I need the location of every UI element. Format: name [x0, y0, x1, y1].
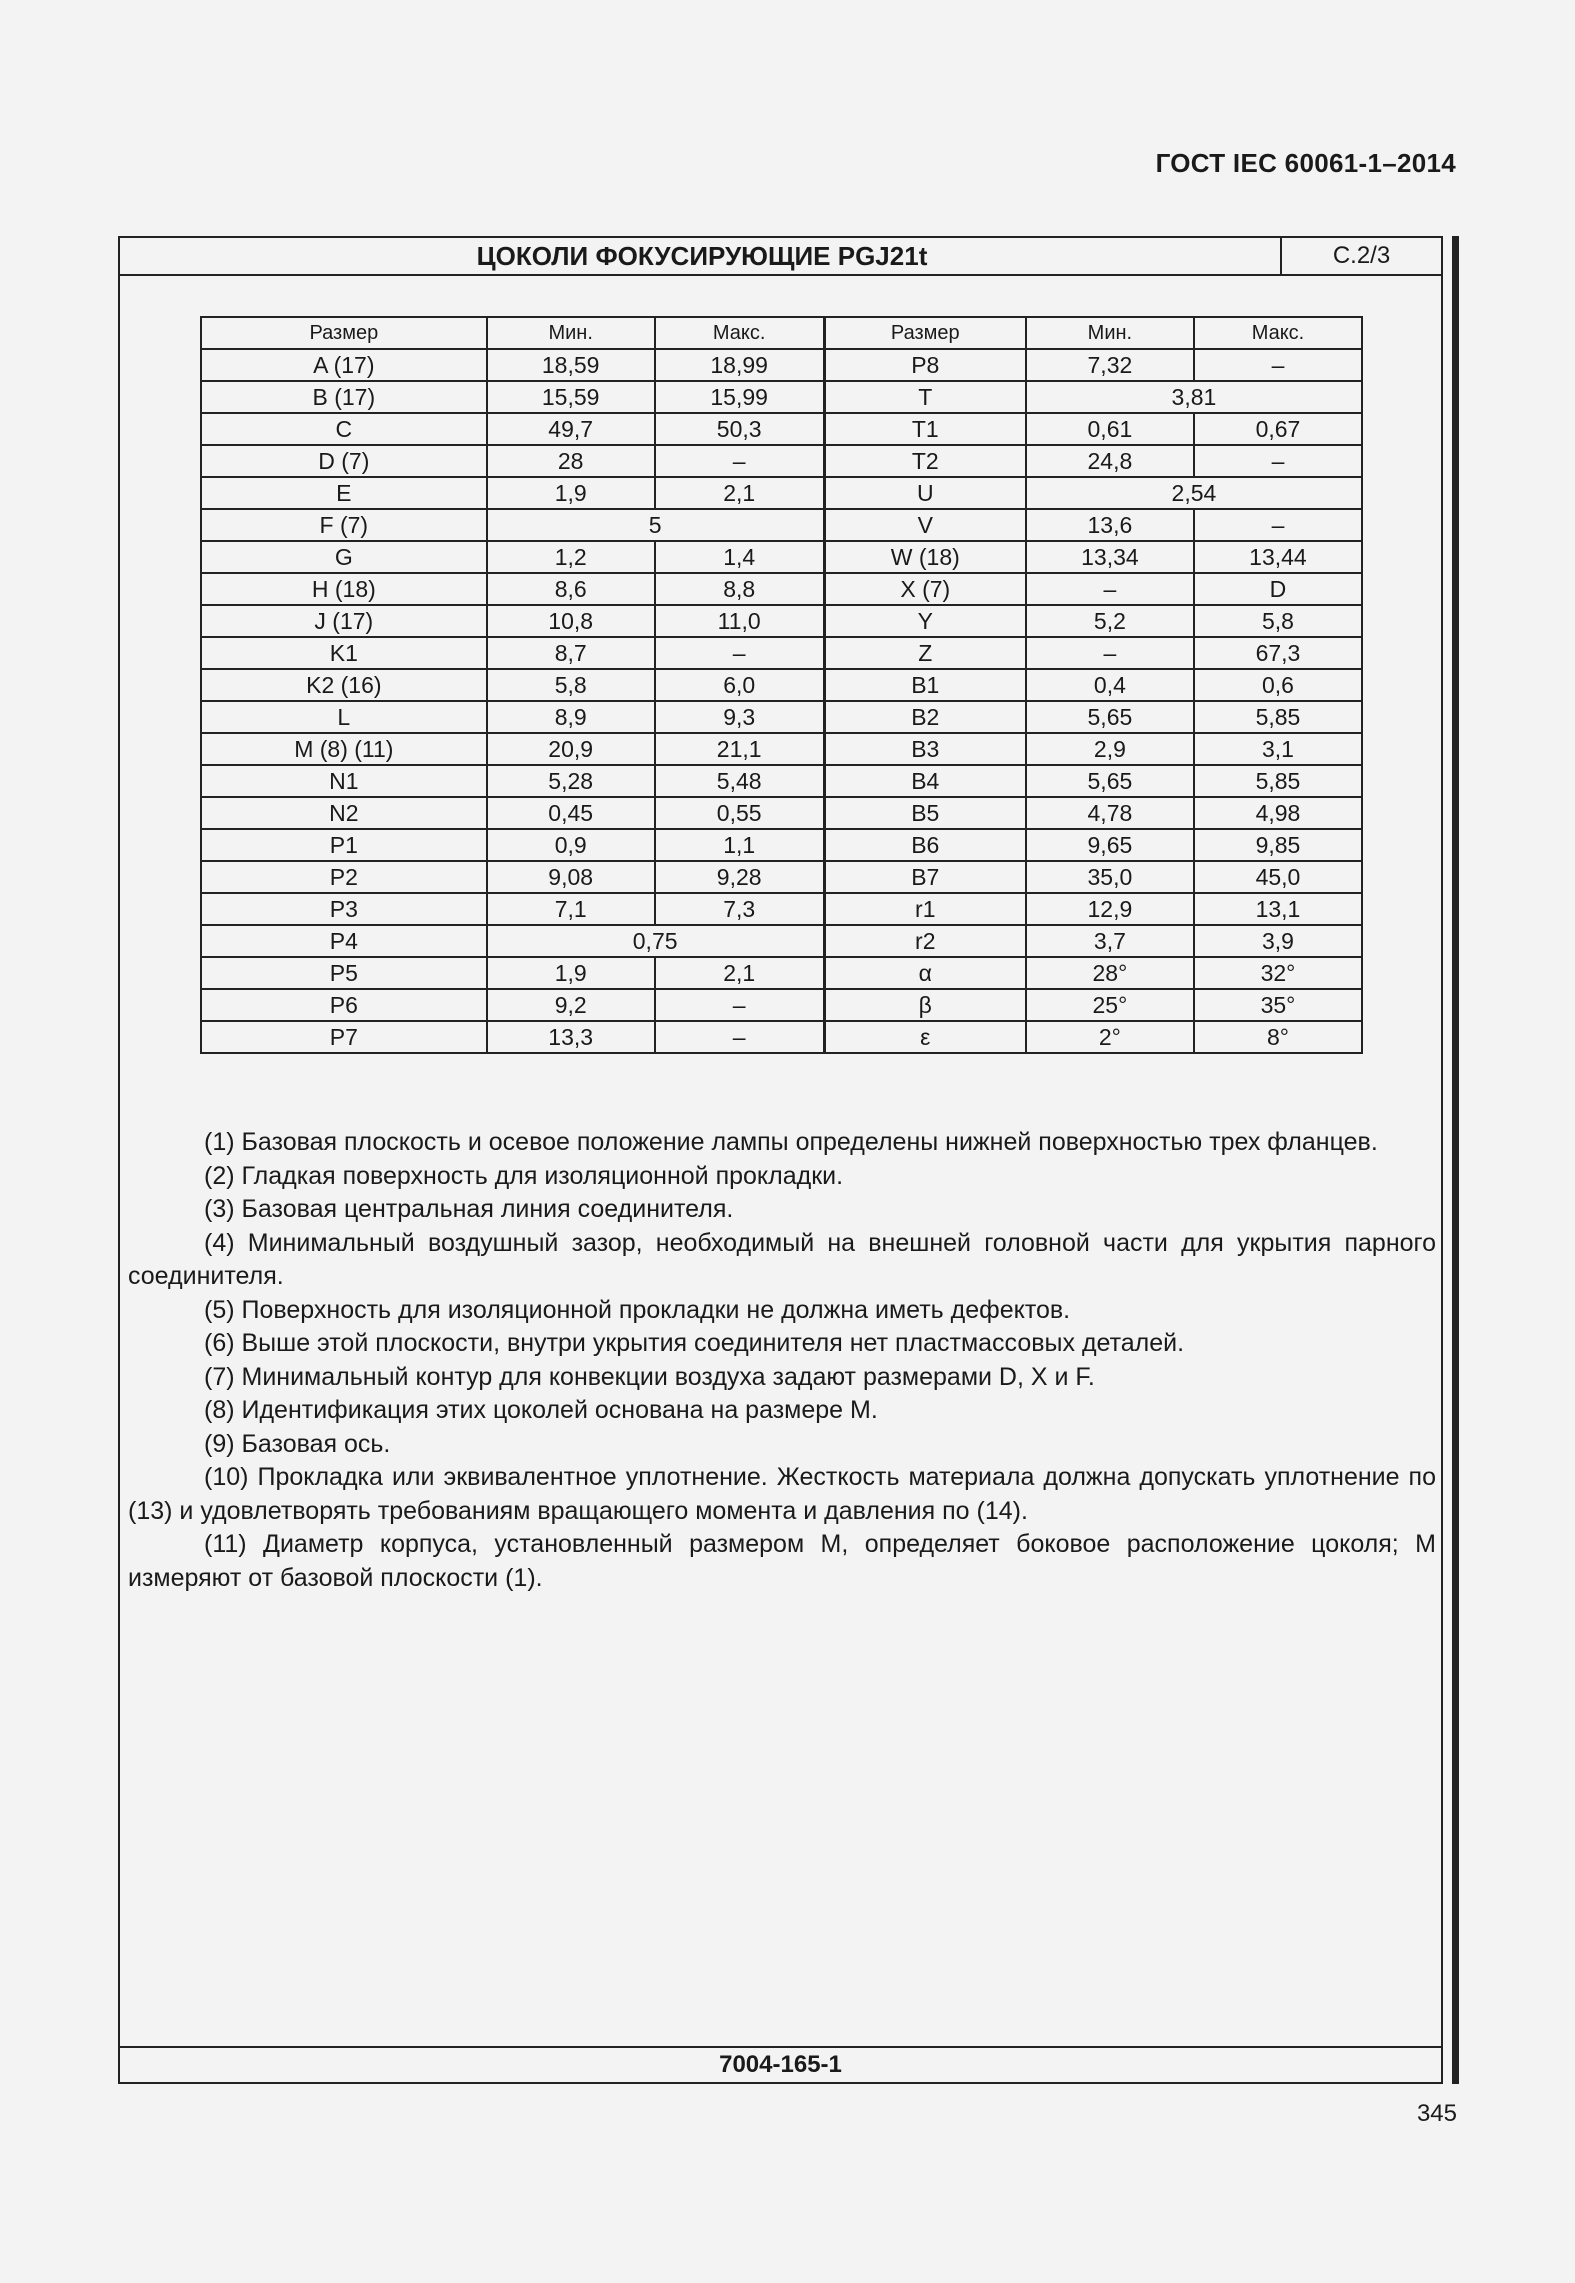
- page-number: 345: [1416, 2100, 1457, 2127]
- table-row: [201, 605, 1362, 637]
- table-cell: 50,3: [655, 413, 824, 445]
- table-cell: 20,9: [487, 733, 655, 765]
- note-item: (7) Минимальный контур для конвекции воздуха задают размерами D, X и F.: [204, 1362, 1095, 1391]
- table-cell: G: [201, 541, 487, 573]
- table-cell: 5,28: [487, 765, 655, 797]
- note-item: (8) Идентификация этих цоколей основана на размере М.: [204, 1396, 878, 1424]
- table-cell: r1: [824, 893, 1026, 925]
- table-row: [201, 765, 1362, 797]
- table-row: [201, 893, 1362, 925]
- table-cell: 8,7: [487, 637, 655, 669]
- drawing-frame: [118, 236, 1443, 2084]
- table-cell: 18,99: [655, 349, 824, 381]
- table-cell: 7,32: [1026, 349, 1194, 381]
- table-cell: r2: [824, 925, 1026, 957]
- table-cell: 5,65: [1026, 765, 1194, 797]
- table-cell: B1: [824, 669, 1026, 701]
- table-cell: K1: [201, 637, 487, 669]
- table-cell: T2: [824, 445, 1026, 477]
- dimensions-table: [200, 316, 1363, 1054]
- table-row: [201, 541, 1362, 573]
- table-cell: 3,9: [1194, 925, 1362, 957]
- table-cell: 2,1: [655, 957, 824, 989]
- table-cell: B3: [824, 733, 1026, 765]
- table-cell: 3,81: [1026, 381, 1362, 413]
- table-cell: Z: [824, 637, 1026, 669]
- table-cell: 1,9: [487, 477, 655, 509]
- table-cell: 28: [487, 445, 655, 477]
- table-cell: 2°: [1026, 1021, 1194, 1053]
- table-cell: 15,99: [655, 381, 824, 413]
- table-cell: 5,2: [1026, 605, 1194, 637]
- table-cell: X (7): [824, 573, 1026, 605]
- table-cell: 13,44: [1194, 541, 1362, 573]
- table-cell: 1,2: [487, 541, 655, 573]
- table-cell: 8,8: [655, 573, 824, 605]
- table-cell: –: [1194, 509, 1362, 541]
- note-item: (5) Поверхность для изоляционной прокладки не должна иметь дефектов.: [204, 1295, 1071, 1324]
- table-cell: 11,0: [655, 605, 824, 637]
- table-cell: 10,8: [487, 605, 655, 637]
- header-cell: Размер: [201, 317, 487, 349]
- table-cell: P5: [201, 957, 487, 989]
- table-cell: α: [824, 957, 1026, 989]
- table-cell: B5: [824, 797, 1026, 829]
- table-row: [201, 1021, 1362, 1053]
- header-cell: Мин.: [1026, 317, 1194, 349]
- table-row: [201, 413, 1362, 445]
- table-cell: 67,3: [1194, 637, 1362, 669]
- table-cell: 0,4: [1026, 669, 1194, 701]
- table-cell: 9,2: [487, 989, 655, 1021]
- table-cell: 5,8: [1194, 605, 1362, 637]
- table-cell: P4: [201, 925, 487, 957]
- table-cell: 24,8: [1026, 445, 1194, 477]
- table-cell: B7: [824, 861, 1026, 893]
- table-cell: C: [201, 413, 487, 445]
- table-cell: 12,9: [1026, 893, 1194, 925]
- table-cell: 21,1: [655, 733, 824, 765]
- table-row: [201, 477, 1362, 509]
- header-cell: Мин.: [487, 317, 655, 349]
- table-cell: F (7): [201, 509, 487, 541]
- table-cell: 18,59: [487, 349, 655, 381]
- table-cell: V: [824, 509, 1026, 541]
- table-cell: –: [1194, 445, 1362, 477]
- table-cell: A (17): [201, 349, 487, 381]
- table-cell: 0,61: [1026, 413, 1194, 445]
- table-cell: 0,55: [655, 797, 824, 829]
- table-cell: 13,34: [1026, 541, 1194, 573]
- table-cell: D (7): [201, 445, 487, 477]
- table-cell: –: [655, 445, 824, 477]
- table-cell: 0,75: [487, 925, 825, 957]
- table-cell: J (17): [201, 605, 487, 637]
- table-cell: P6: [201, 989, 487, 1021]
- note-item: (1) Базовая плоскость и осевое положение лампы определены нижней поверхностью трех фланцев.: [204, 1128, 1378, 1156]
- sheet-title: ЦОКОЛИ ФОКУСИРУЮЩИЕ PGJ21t: [476, 241, 928, 271]
- table-body: [201, 349, 1362, 1053]
- table-cell: 49,7: [487, 413, 655, 445]
- table-cell: 0,45: [487, 797, 655, 829]
- table-cell: 28°: [1026, 957, 1194, 989]
- table-cell: 7,3: [655, 893, 824, 925]
- standard-number: ГОСТ IEC 60061-1–2014: [1155, 148, 1456, 178]
- table-cell: 3,7: [1026, 925, 1194, 957]
- table-row: [201, 797, 1362, 829]
- table-cell: 35°: [1194, 989, 1362, 1021]
- table-cell: 32°: [1194, 957, 1362, 989]
- table-cell: D: [1194, 573, 1362, 605]
- header-cell: Размер: [824, 317, 1026, 349]
- notes-section: [128, 1126, 1436, 1595]
- table-cell: N2: [201, 797, 487, 829]
- table-row: [201, 669, 1362, 701]
- title-block: [120, 238, 1441, 276]
- table-cell: 0,6: [1194, 669, 1362, 701]
- table-cell: 8°: [1194, 1021, 1362, 1053]
- table-row: [201, 733, 1362, 765]
- note-item: (10) Прокладка или эквивалентное уплотнение. Жесткость материала должна допускать уплотнение по (13) и удовлетворять требованиям вращающего момента и давления по (14).: [128, 1463, 1436, 1525]
- table-cell: P2: [201, 861, 487, 893]
- table-cell: P3: [201, 893, 487, 925]
- table-cell: 8,9: [487, 701, 655, 733]
- table-cell: Y: [824, 605, 1026, 637]
- table-cell: 15,59: [487, 381, 655, 413]
- table-cell: 13,1: [1194, 893, 1362, 925]
- table-row: [201, 861, 1362, 893]
- table-cell: 1,1: [655, 829, 824, 861]
- table-cell: –: [1194, 349, 1362, 381]
- table-cell: 4,78: [1026, 797, 1194, 829]
- table-header-row: [201, 317, 1362, 349]
- table-row: [201, 445, 1362, 477]
- table-cell: P7: [201, 1021, 487, 1053]
- table-cell: W (18): [824, 541, 1026, 573]
- table-cell: B6: [824, 829, 1026, 861]
- table-cell: E: [201, 477, 487, 509]
- table-cell: –: [655, 1021, 824, 1053]
- table-cell: 0,9: [487, 829, 655, 861]
- table-cell: T: [824, 381, 1026, 413]
- table-cell: 7,1: [487, 893, 655, 925]
- table-cell: 5,85: [1194, 765, 1362, 797]
- table-cell: 3,1: [1194, 733, 1362, 765]
- table-cell: N1: [201, 765, 487, 797]
- table-cell: 9,28: [655, 861, 824, 893]
- table-row: [201, 381, 1362, 413]
- header-cell: Макс.: [655, 317, 824, 349]
- table-cell: 35,0: [1026, 861, 1194, 893]
- table-cell: 13,6: [1026, 509, 1194, 541]
- table-cell: ε: [824, 1021, 1026, 1053]
- note-item: (9) Базовая ось.: [204, 1429, 391, 1458]
- table-cell: 5,65: [1026, 701, 1194, 733]
- table-row: [201, 509, 1362, 541]
- table-cell: 1,9: [487, 957, 655, 989]
- table-cell: 9,65: [1026, 829, 1194, 861]
- table-cell: 2,54: [1026, 477, 1362, 509]
- table-cell: –: [655, 637, 824, 669]
- table-row: [201, 925, 1362, 957]
- note-item: (6) Выше этой плоскости, внутри укрытия соединителя нет пластмассовых деталей.: [204, 1329, 1185, 1357]
- table-cell: 2,9: [1026, 733, 1194, 765]
- table-cell: 6,0: [655, 669, 824, 701]
- table-cell: B2: [824, 701, 1026, 733]
- table-cell: 45,0: [1194, 861, 1362, 893]
- table-cell: –: [1026, 637, 1194, 669]
- table-cell: 5,8: [487, 669, 655, 701]
- table-cell: K2 (16): [201, 669, 487, 701]
- table-cell: P1: [201, 829, 487, 861]
- table-cell: 25°: [1026, 989, 1194, 1021]
- frame-thick-edge: [1452, 236, 1459, 2084]
- note-item: (2) Гладкая поверхность для изоляционной прокладки.: [204, 1161, 844, 1190]
- table-row: [201, 349, 1362, 381]
- table-cell: U: [824, 477, 1026, 509]
- table-cell: 1,4: [655, 541, 824, 573]
- table-cell: B4: [824, 765, 1026, 797]
- table-cell: β: [824, 989, 1026, 1021]
- table-cell: L: [201, 701, 487, 733]
- sheet-number: C.2/3: [1280, 238, 1441, 274]
- table-row: [201, 637, 1362, 669]
- table-row: [201, 701, 1362, 733]
- note-item: (11) Диаметр корпуса, установленный размером М, определяет боковое расположение цоколя; М измеряют от базовой плоскости (1).: [128, 1530, 1436, 1592]
- table-cell: –: [1026, 573, 1194, 605]
- table-cell: 8,6: [487, 573, 655, 605]
- table-cell: H (18): [201, 573, 487, 605]
- table-cell: B (17): [201, 381, 487, 413]
- table-row: [201, 829, 1362, 861]
- drawing-code: 7004-165-1: [120, 2046, 1441, 2082]
- table-row: [201, 989, 1362, 1021]
- table-row: [201, 573, 1362, 605]
- note-item: (3) Базовая центральная линия соединителя.: [204, 1195, 734, 1223]
- table-cell: 5: [487, 509, 825, 541]
- header-cell: Макс.: [1194, 317, 1362, 349]
- table-cell: 0,67: [1194, 413, 1362, 445]
- table-cell: 5,85: [1194, 701, 1362, 733]
- table-cell: 5,48: [655, 765, 824, 797]
- table-cell: 4,98: [1194, 797, 1362, 829]
- note-item: (4) Минимальный воздушный зазор, необходимый на внешней головной части для укрытия парного соединителя.: [128, 1228, 1436, 1290]
- table-cell: 9,3: [655, 701, 824, 733]
- table-cell: 9,85: [1194, 829, 1362, 861]
- table-cell: T1: [824, 413, 1026, 445]
- table-cell: 13,3: [487, 1021, 655, 1053]
- table-cell: M (8) (11): [201, 733, 487, 765]
- table-row: [201, 957, 1362, 989]
- table-cell: P8: [824, 349, 1026, 381]
- table-cell: 9,08: [487, 861, 655, 893]
- table-cell: –: [655, 989, 824, 1021]
- table-cell: 2,1: [655, 477, 824, 509]
